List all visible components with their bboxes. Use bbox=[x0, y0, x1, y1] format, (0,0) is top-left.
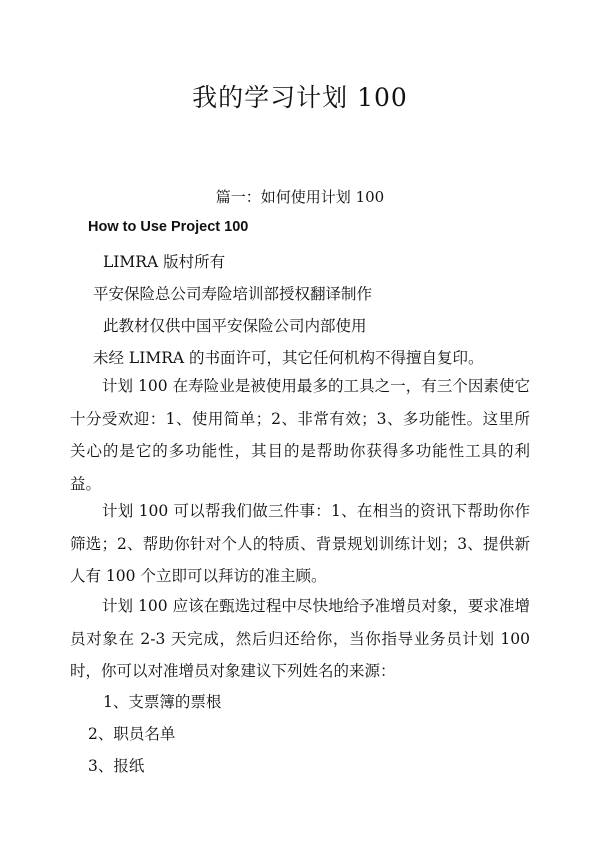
internal-use-line: 此教材仅供中国平安保险公司内部使用 bbox=[103, 317, 367, 335]
list-item: 1、支票簿的票根 bbox=[103, 693, 222, 711]
paragraph-3: 计划 100 应该在甄选过程中尽快地给予准增员对象，要求准增员对象在 2-3 天完成，然后归还给你，当你指导业务员计划 100 时，你可以对准增员对象建议下列姓名的来源： bbox=[70, 597, 530, 680]
document-title: 我的学习计划 100 bbox=[192, 83, 408, 112]
list-item: 3、报纸 bbox=[88, 757, 145, 775]
copyright-line: LIMRA 版村所有 bbox=[103, 253, 226, 271]
paragraph-1: 计划 100 在寿险业是被使用最多的工具之一，有三个因素使它十分受欢迎：1、使用简单；2、非常有效；3、多功能性。这里所关心的是它的多功能性，其目的是帮助你获得多功能性工具的利益。 bbox=[70, 377, 530, 493]
translator-line: 平安保险总公司寿险培训部授权翻译制作 bbox=[93, 285, 373, 303]
english-title: How to Use Project 100 bbox=[88, 219, 249, 235]
section-subtitle: 篇一：如何使用计划 100 bbox=[215, 188, 385, 206]
paragraph-2: 计划 100 可以帮我们做三件事：1、在相当的资讯下帮助你作筛选；2、帮助你针对个人的特质、背景规划训练计划；3、提供新人有 100 个立即可以拜访的准主顾。 bbox=[70, 502, 530, 585]
list-item: 2、职员名单 bbox=[88, 725, 176, 743]
no-copy-line: 未经 LIMRA 的书面许可，其它任何机构不得擅自复印。 bbox=[93, 349, 484, 367]
